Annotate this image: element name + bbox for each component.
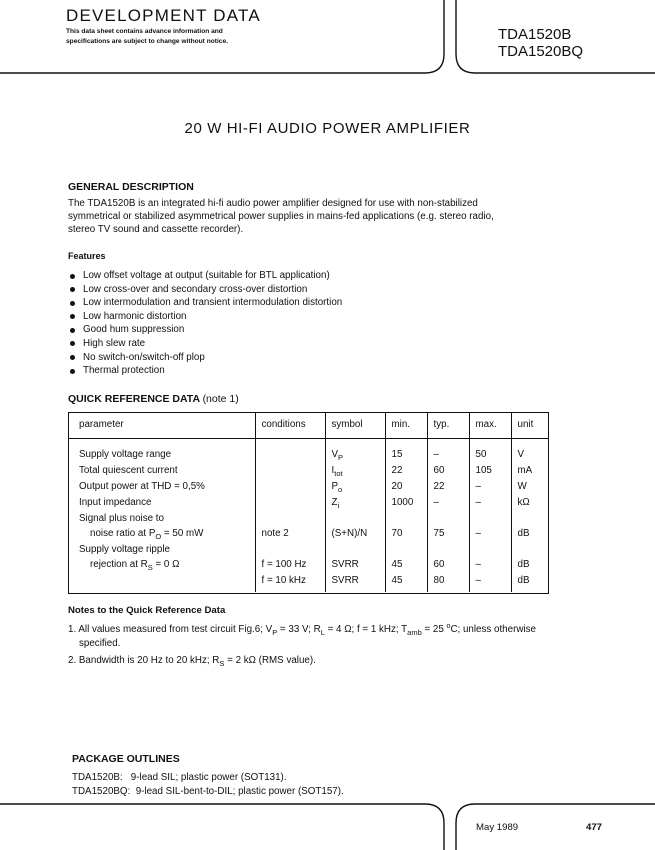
- notes-list: [68, 624, 568, 673]
- table-row: Input impedance $Z_i$ 1000 – – kΩ: [68, 494, 549, 510]
- package-outlines-heading: PACKAGE OUTLINES: [72, 753, 180, 765]
- list-item: No switch-on/switch-off plop: [68, 351, 342, 365]
- general-description-text: The TDA1520B is an integrated hi-fi audio power amplifier designed for use with non-stabilized symmetrical or stabilized asymmetrical power supplies in mains-fed applications (e.g. stereo radio, stereo TV sound and cassette recorder).: [68, 198, 494, 235]
- header-title: DEVELOPMENT DATA: [66, 6, 261, 25]
- package-line: TDA1520BQ: 9-lead SIL-bent-to-DIL; plastic power (SOT157).: [72, 786, 344, 797]
- table-row: Supply voltage ripple rejection at $R_S = 0$ Ω f = 100 Hz SVRR 45 60 – dB: [68, 541, 549, 572]
- table-row: Supply voltage range $V_P$ 15 – 50 V: [68, 439, 549, 463]
- table-row: Output power at THD = 0,5% $P_o$ 20 22 – W: [68, 478, 549, 494]
- quick-reference-table: [68, 412, 549, 592]
- page-title: 20 W HI-FI AUDIO POWER AMPLIFIER: [184, 120, 471, 137]
- table-header-row: [68, 412, 549, 439]
- list-item: Low intermodulation and transient intermodulation distortion: [68, 296, 342, 310]
- features-heading: Features: [68, 251, 106, 261]
- part-number-bq: TDA1520BQ: [498, 43, 584, 60]
- table-row: Total quiescent current $I_{tot}$ 22 60 105 mA: [68, 462, 549, 478]
- table-row: f = 10 kHz SVRR 45 80 – dB: [68, 572, 549, 592]
- page-number: 477: [586, 822, 603, 833]
- col-conditions: conditions: [255, 412, 325, 439]
- general-description-heading: GENERAL DESCRIPTION: [68, 181, 194, 193]
- list-item: Low offset voltage at output (suitable for BTL application): [68, 269, 342, 283]
- list-item: Thermal protection: [68, 364, 342, 378]
- package-outlines-text: [72, 771, 344, 799]
- col-max: max.: [469, 412, 511, 439]
- footer-date: May 1989: [476, 822, 519, 833]
- package-line: TDA1520B: 9-lead SIL; plastic power (SOT131).: [72, 772, 287, 783]
- note-1: 1. All values measured from test circuit Fig.6; $V_P = 33$ V; $R_L = 4$ Ω; f = 1 kHz; $T_{amb} = 25$ $^o$C; unless otherwise specified.: [68, 623, 536, 649]
- footer-left-rule: [0, 804, 444, 850]
- part-numbers: [498, 26, 583, 60]
- col-min: min.: [385, 412, 427, 439]
- part-number-b: TDA1520B: [498, 26, 572, 43]
- quick-reference-heading: QUICK REFERENCE DATA (note 1): [68, 393, 239, 405]
- col-parameter: parameter: [68, 412, 255, 439]
- table-row: Signal plus noise to noise ratio at $P_O = 50$ mW note 2 (S+N)/N 70 75 – dB: [68, 510, 549, 541]
- header-note: This data sheet contains advance information and specifications are subject to change without notice.: [66, 28, 228, 45]
- list-item: Low cross-over and secondary cross-over distortion: [68, 283, 342, 297]
- features-list: [68, 269, 342, 378]
- list-item: Good hum suppression: [68, 323, 342, 337]
- notes-heading: Notes to the Quick Reference Data: [68, 605, 226, 616]
- col-unit: unit: [511, 412, 549, 439]
- list-item: High slew rate: [68, 337, 342, 351]
- col-symbol: symbol: [325, 412, 385, 439]
- note-2: 2. Bandwidth is 20 Hz to 20 kHz; $R_S = 2$ kΩ (RMS value).: [68, 655, 316, 668]
- col-typ: typ.: [427, 412, 469, 439]
- list-item: Low harmonic distortion: [68, 310, 342, 324]
